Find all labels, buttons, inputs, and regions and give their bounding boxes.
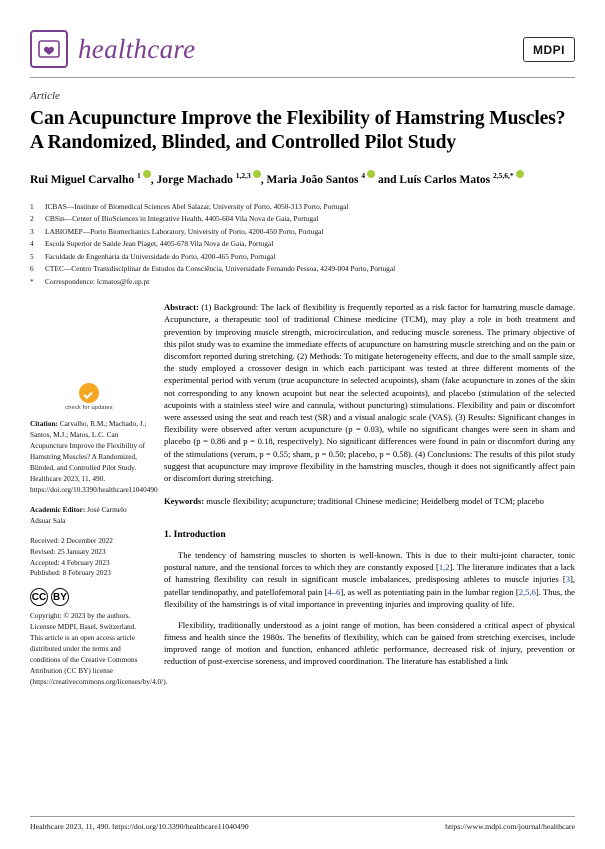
article-type: Article [30, 90, 60, 102]
page-footer [30, 816, 575, 831]
correspondence-text: Correspondence: lcmatos@fe.up.pt [45, 276, 150, 286]
affiliation-marker: 3 [30, 226, 34, 236]
cc-by-icon: BY [51, 588, 69, 606]
citation-ref[interactable]: 1,2 [438, 562, 450, 573]
date-revised: Revised: 25 January 2023 [30, 546, 106, 556]
keywords [164, 495, 575, 507]
date-received: Received: 2 December 2022 [30, 535, 113, 545]
check-for-updates-badge[interactable] [30, 383, 148, 411]
journal-brand [30, 30, 195, 68]
abstract-text: (1) Background: The lack of flexibility is frequently reported as a risk factor for hamstring muscle damage. Acupuncture, a therapeutic tool of traditional Chinese medicine (TCM), may play a role in both treatment and prevention by improving muscle strength, microcirculation, and reducing muscle soreness. The primary objective of this pilot study was to examine the immediate effects of acupuncture on hamstring muscle stretching and on the pain or discomfort reported during stretching. (2) Methods: To mitigate heterogeneity effects, and due to the small sample size, the study employed a crossover design in which each participant was tested at three different moments of the experimental period with verum (true acupuncture in selected acupoints), sham (fake acupuncture in zones of the skin not corresponding to any known acupoint but near the selected acupoints), and placebo (stimulation of the selected acupoints with a stainless steel wire and cannula, without puncturing) stimulations. Flexibility and pain or discomfort were assessed using the seat and reach test (SR) and a visual analogic scale (VAS). (3) Results: Significant changes in flexibility were observed after verum acupuncture (p = 0.03), while no significant changes were seen in sham and placebo (p = 0.86 and p = 0.18, respectively). No significant differences were found in pain or discomfort during any of the stimulations (verum, p = 0.55; sham, p = 0.50; placebo, p = 0.58). (4) Conclusions: The results of this pilot study suggest that acupuncture may improve flexibility in the hamstring muscles, though it does not significantly affect pain or discomfort during stretching. [164, 302, 575, 484]
author-names: Rui Miguel Carvalho $^1$ , Jorge Machado $^{1,2,3}$ , Maria João Santos $^4$ and Luís Carlos Matos $^{2,5,6,*}$ [30, 174, 524, 186]
page-title: Can Acupuncture Improve the Flexibility of Hamstring Muscles? A Randomized, Blinded, and Controlled Pilot Study [30, 108, 566, 153]
main-column [164, 301, 575, 697]
academic-editor-name: José Carmelo Adsuar Sala [30, 504, 127, 525]
paragraph-intro-1 [164, 549, 575, 610]
affiliation-item [30, 263, 575, 274]
citation-ref[interactable]: 4–6 [327, 586, 341, 597]
academic-editor-label: Academic Editor: [30, 504, 86, 514]
footer-row [30, 822, 575, 831]
publisher-logo: MDPI [523, 37, 575, 62]
affiliation-item [30, 201, 575, 212]
citation-label: Citation: [30, 419, 58, 429]
affiliation-text: Escola Superior de Saúde Jean Piaget, 4405-678 Vila Nova de Gaia, Portugal [45, 239, 274, 249]
affiliation-text: LABIOMEP—Porto Biomechanics Laboratory, University of Porto, 4200-450 Porto, Portugal [45, 226, 324, 236]
abstract-label: Abstract: [164, 302, 199, 313]
paragraph-intro-2: Flexibility, traditionally understood as a joint range of motion, has been considered a critical aspect of physical fitness and health since the 1980s. The benefits of flexibility, which can be gained from stretching exercises, include improved range of motion and function, enhanced athletic performance, decreased risk of injury, prevention or reduction of post-exercise soreness, and improved coordination. The literature has established a link [164, 619, 575, 667]
affiliation-text: CTEC—Centro Transdisciplinar de Estudos da Consciência, Universidade Fernando Pessoa, 4249-004 Porto, Portugal [45, 264, 396, 274]
footer-journal-url[interactable]: https://www.mdpi.com/journal/healthcare [445, 822, 575, 831]
date-accepted: Accepted: 4 February 2023 [30, 557, 110, 567]
correspondence-item [30, 276, 575, 287]
affiliation-text: ICBAS—Institute of Biomedical Sciences Abel Salazar, University of Porto, 4050-313 Porto, Portugal [45, 201, 349, 211]
author-list [30, 171, 575, 189]
check-badge-graphic [62, 383, 116, 411]
cc-badge-graphic [30, 588, 148, 606]
keywords-text: muscle flexibility; acupuncture; traditional Chinese medicine; Heidelberg model of TCM; placebo [204, 496, 544, 507]
affiliation-marker: 2 [30, 214, 34, 224]
footer-citation: Healthcare 2023, 11, 490. https://doi.org/10.3390/healthcare11040490 [30, 822, 249, 831]
affiliation-text: CBSin—Center of BioSciences in Integrative Health, 4405-604 Vila Nova de Gaia, Portugal [45, 214, 319, 224]
section-heading-introduction: 1. Introduction [164, 529, 226, 541]
citation-ref[interactable]: 3 [565, 574, 570, 585]
affiliation-item [30, 213, 575, 224]
academic-editor-block [30, 505, 148, 527]
para1-part-d: ], as well as potentiating pain in the lumbar region [ [340, 586, 519, 597]
cc-icon: CC [30, 588, 48, 606]
check-for-updates-label: check for updates [65, 405, 113, 412]
sidebar [30, 301, 168, 697]
masthead-divider [30, 77, 575, 78]
citation-block [30, 419, 158, 496]
para1-part-e: ]. Thus, the flexibility of the hamstrings is of vital importance in preventing injuries and improving quality of life. [164, 586, 575, 609]
affiliation-text: Faculdade de Engenharia da Universidade do Porto, 4200-465 Porto, Portugal [45, 251, 276, 261]
footer-divider [30, 816, 575, 817]
correspondence-marker: * [30, 276, 34, 286]
affiliation-list [30, 201, 575, 287]
journal-masthead [30, 30, 575, 68]
para1-part-c: ], patellar tendinopathy, and patellofemoral pain [ [164, 574, 575, 597]
citation-text: Carvalho, R.M.; Machado, J.; Santos, M.J.; Matos, L.C. Can Acupuncture Improve the Flexibility of Hamstring Muscles? A Randomized, Blinded, and Controlled Pilot Study. Healthcare 2023, 11, 490. https://doi.org/10.3390/healthcare11040490 [30, 419, 158, 494]
copyright-text: Copyright: © 2023 by the authors. Licensee MDPI, Basel, Switzerland. This article is an open access article distributed under the terms and conditions of the Creative Commons Attribution (CC BY) license (https://creativecommons.org/licenses/by/4.0/). [30, 611, 168, 686]
abstract [164, 301, 575, 484]
healthcare-logo-icon [30, 30, 68, 68]
para1-part-a: The tendency of hamstring muscles to shorten is well-known. This is due to their multi-joint character, tonic postural nature, and the tensional forces to which they are constantly exposed [ [164, 550, 575, 573]
affiliation-marker: 1 [30, 201, 34, 211]
check-mark-icon [79, 383, 99, 403]
date-published: Published: 8 February 2023 [30, 568, 111, 578]
affiliation-item [30, 251, 575, 262]
affiliation-marker: 6 [30, 264, 34, 274]
affiliation-marker: 5 [30, 251, 34, 261]
affiliation-marker: 4 [30, 239, 34, 249]
article-body [30, 301, 575, 697]
citation-ref[interactable]: 2,5,6 [518, 586, 536, 597]
para1-part-b: ]. The literature indicates that a lack of hamstring flexibility can result in significant muscle imbalances, predisposing athletes to muscle injuries [ [164, 562, 575, 585]
affiliation-item [30, 238, 575, 249]
affiliation-item [30, 226, 575, 237]
journal-name: healthcare [78, 33, 196, 64]
dates-block [30, 536, 148, 580]
keywords-label: Keywords: [164, 496, 205, 507]
license-badge[interactable] [30, 588, 148, 606]
